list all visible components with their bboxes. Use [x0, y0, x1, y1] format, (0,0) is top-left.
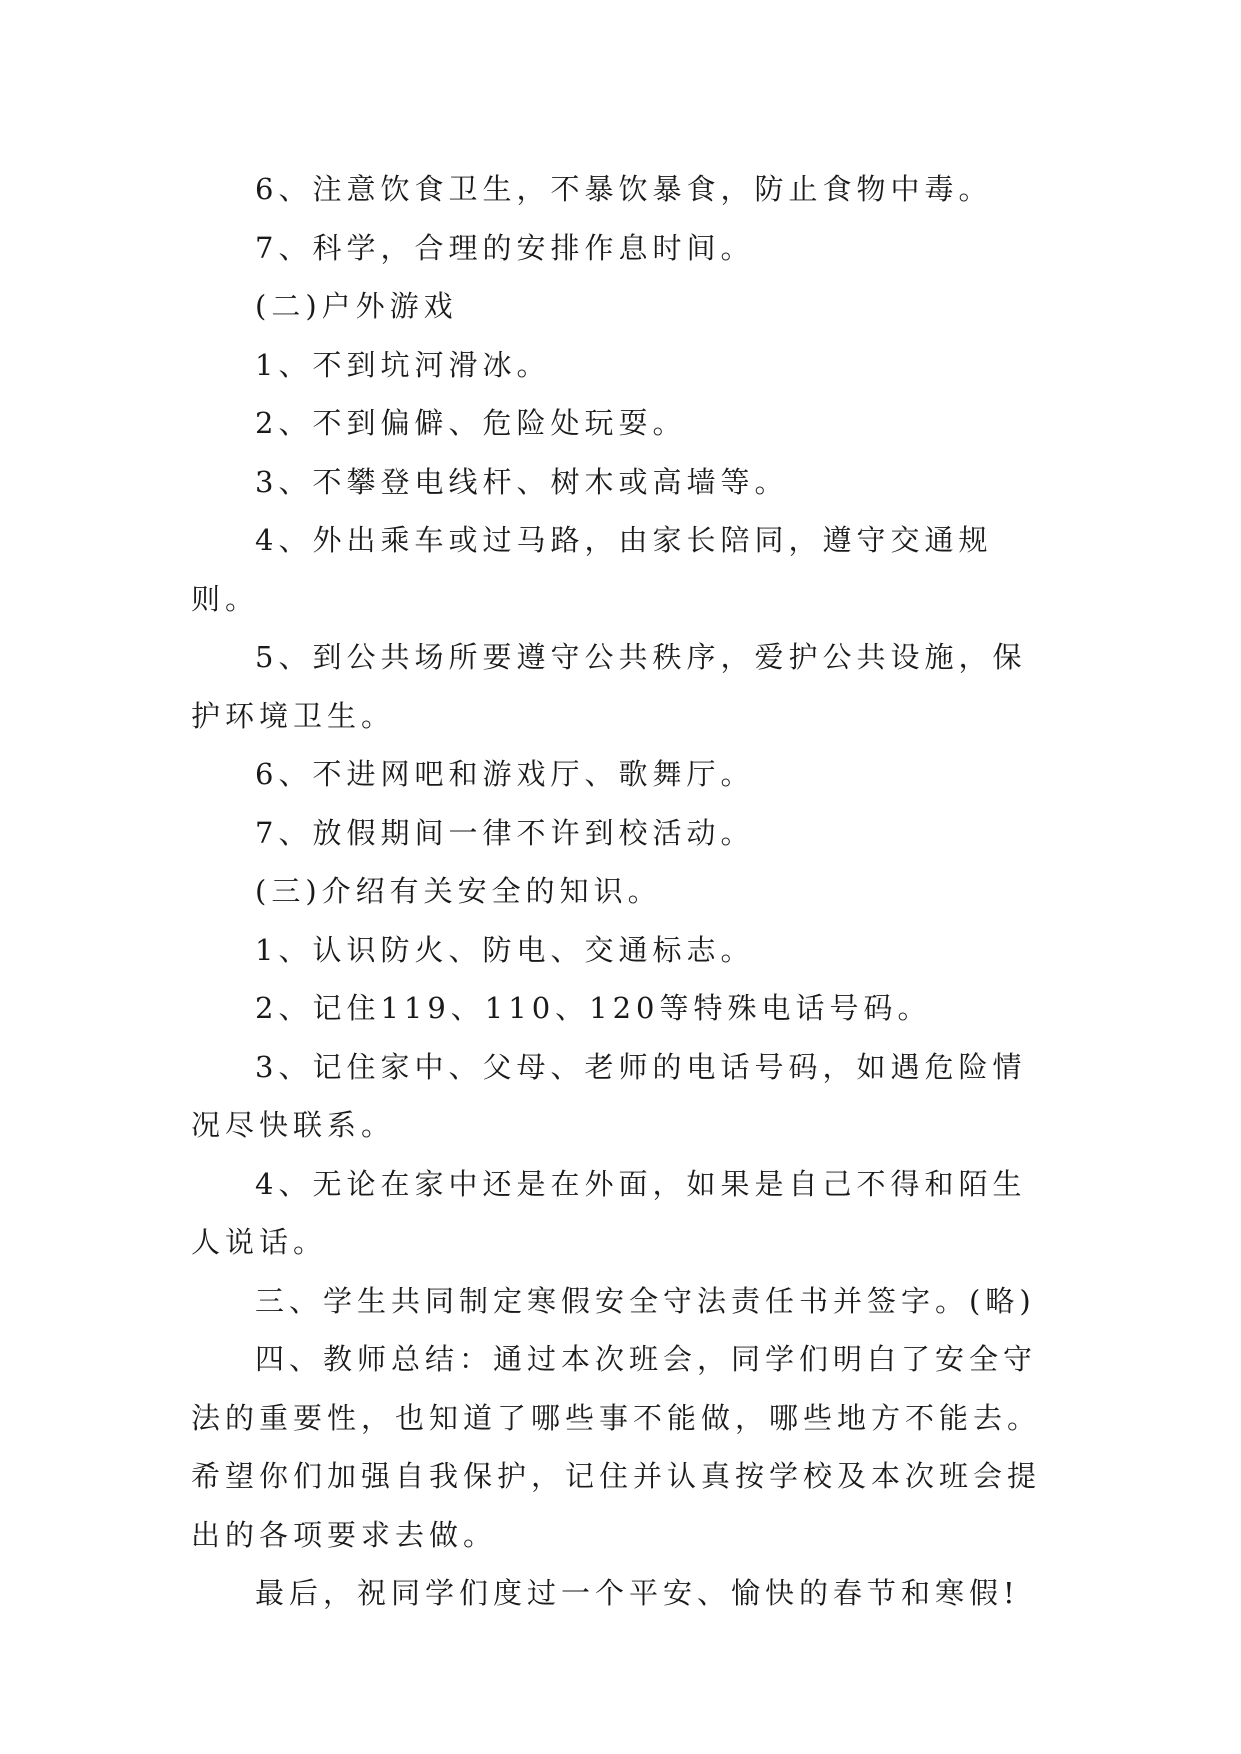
paragraph: 6、不进网吧和游戏厅、歌舞厅。	[255, 757, 755, 791]
paragraph: 1、认识防火、防电、交通标志。	[255, 932, 755, 967]
paragraph: 3、不攀登电线杆、树木或高墙等。	[255, 464, 789, 499]
section-heading: (三)介绍有关安全的知识。	[255, 874, 662, 908]
paragraph: 三、学生共同制定寒假安全守法责任书并签字。(略)	[255, 1283, 1036, 1318]
paragraph: 3、记住家中、父母、老师的电话号码，如遇危险情况尽快联系。	[191, 1049, 1027, 1142]
closing-paragraph: 最后，祝同学们度过一个平安、愉快的春节和寒假!	[255, 1576, 1020, 1610]
section-heading: (二)户外游戏	[255, 289, 458, 323]
paragraph: 1、不到坑河滑冰。	[255, 347, 551, 382]
document-body	[191, 160, 1055, 1623]
paragraph: 4、无论在家中还是在外面，如果是自己不得和陌生人说话。	[191, 1166, 1027, 1259]
paragraph: 2、不到偏僻、危险处玩耍。	[255, 406, 687, 440]
paragraph: 四、教师总结：通过本次班会，同学们明白了安全守法的重要性，也知道了哪些事不能做，哪些地方不能去。希望你们加强自我保护，记住并认真按学校及本次班会提出的各项要求去做。	[191, 1342, 1042, 1552]
paragraph: 4、外出乘车或过马路，由家长陪同，遵守交通规则。	[191, 523, 993, 616]
paragraph: 6、注意饮食卫生，不暴饮暴食，防止食物中毒。	[255, 172, 993, 206]
paragraph: 7、科学，合理的安排作息时间。	[255, 230, 755, 265]
paragraph: 7、放假期间一律不许到校活动。	[255, 815, 755, 850]
paragraph: 5、到公共场所要遵守公共秩序，爱护公共设施，保护环境卫生。	[191, 640, 1027, 733]
paragraph: 2、记住119、110、120等特殊电话号码。	[255, 991, 932, 1025]
